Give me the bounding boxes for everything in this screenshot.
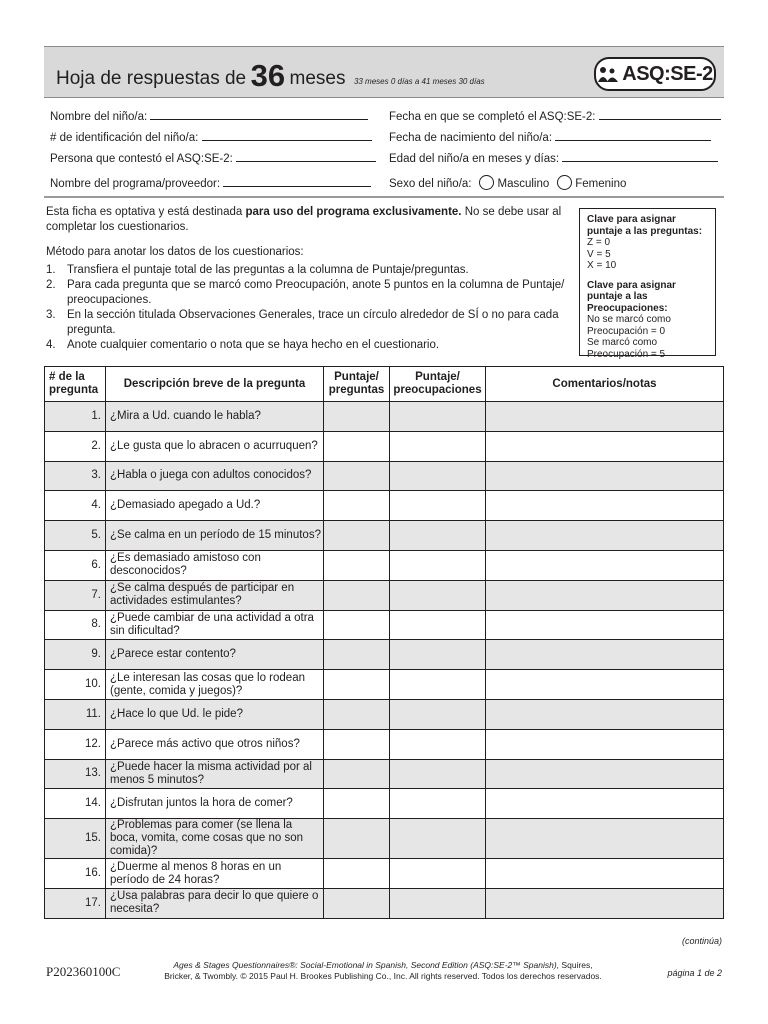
comments-cell[interactable] bbox=[486, 461, 724, 491]
question-description: ¿Parece estar contento? bbox=[106, 640, 324, 670]
step-item: 3. En la sección titulada Observaciones Generales, trace un círculo alrededor de SÍ o no para cada pregunta. bbox=[46, 309, 559, 336]
score-cell[interactable] bbox=[324, 610, 390, 640]
score-cell[interactable] bbox=[324, 670, 390, 700]
comments-cell[interactable] bbox=[486, 819, 724, 859]
male-label: Masculino bbox=[497, 178, 550, 190]
child-id-field[interactable] bbox=[202, 129, 372, 141]
concern-cell[interactable] bbox=[390, 888, 486, 918]
title-prefix: Hoja de respuestas de bbox=[56, 68, 247, 89]
concern-cell[interactable] bbox=[390, 431, 486, 461]
comments-cell[interactable] bbox=[486, 888, 724, 918]
key-line: Se marcó como bbox=[587, 337, 658, 348]
table-row bbox=[45, 729, 724, 759]
comments-cell[interactable] bbox=[486, 640, 724, 670]
table-row bbox=[45, 640, 724, 670]
birth-date-label: Fecha de nacimiento del niño/a: bbox=[389, 132, 553, 144]
score-cell[interactable] bbox=[324, 580, 390, 610]
copyright-line-1: Ages & Stages Questionnaires®: Social-Emotional in Spanish, Second Edition (ASQ:SE-2™ Spanish), bbox=[173, 960, 560, 970]
child-id-label: # de identificación del niño/a: bbox=[50, 132, 199, 144]
question-number: 6. bbox=[45, 550, 106, 580]
page-number: página 1 de 2 bbox=[667, 968, 722, 978]
comments-cell[interactable] bbox=[486, 402, 724, 432]
question-description: ¿Mira a Ud. cuando le habla? bbox=[106, 402, 324, 432]
concern-cell[interactable] bbox=[390, 759, 486, 789]
question-number: 16. bbox=[45, 859, 106, 889]
question-number: 1. bbox=[45, 402, 106, 432]
male-radio[interactable] bbox=[479, 175, 494, 190]
answer-table bbox=[44, 366, 724, 919]
concern-cell[interactable] bbox=[390, 402, 486, 432]
scoring-key-box bbox=[579, 208, 716, 360]
table-row bbox=[45, 461, 724, 491]
table-row bbox=[45, 610, 724, 640]
comments-cell[interactable] bbox=[486, 491, 724, 521]
key-z: Z = 0 bbox=[587, 237, 611, 248]
concern-cell[interactable] bbox=[390, 670, 486, 700]
concern-cell[interactable] bbox=[390, 610, 486, 640]
table-row bbox=[45, 859, 724, 889]
respondent-label: Persona que contestó el ASQ:SE-2: bbox=[50, 153, 233, 165]
question-description: ¿Le gusta que lo abracen o acurruquen? bbox=[106, 431, 324, 461]
table-row bbox=[45, 759, 724, 789]
score-cell[interactable] bbox=[324, 461, 390, 491]
comments-cell[interactable] bbox=[486, 859, 724, 889]
question-number: 7. bbox=[45, 580, 106, 610]
completed-date-field[interactable] bbox=[599, 108, 721, 120]
question-number: 14. bbox=[45, 789, 106, 819]
comments-cell[interactable] bbox=[486, 670, 724, 700]
col-header-comments: Comentarios/notas bbox=[486, 367, 724, 402]
question-description: ¿Le interesan las cosas que lo rodean (gente, comida y juegos)? bbox=[106, 670, 324, 700]
page-title bbox=[56, 56, 485, 92]
table-row bbox=[45, 431, 724, 461]
question-number: 11. bbox=[45, 699, 106, 729]
table-row bbox=[45, 402, 724, 432]
question-description: ¿Es demasiado amistoso con desconocidos? bbox=[106, 550, 324, 580]
question-number: 3. bbox=[45, 461, 106, 491]
key-line: Preocupación = 5 bbox=[587, 348, 666, 360]
score-cell[interactable] bbox=[324, 431, 390, 461]
question-number: 5. bbox=[45, 521, 106, 551]
question-description: ¿Puede hacer la misma actividad por al menos 5 minutos? bbox=[106, 759, 324, 789]
intro-paragraph: Esta ficha es optativa y está destinada para uso del programa exclusivamente. No se debe usar al completar los cuestionarios. bbox=[46, 206, 562, 233]
birth-date-field[interactable] bbox=[555, 129, 711, 141]
score-cell[interactable] bbox=[324, 729, 390, 759]
table-row bbox=[45, 789, 724, 819]
comments-cell[interactable] bbox=[486, 610, 724, 640]
female-radio[interactable] bbox=[557, 175, 572, 190]
concern-cell[interactable] bbox=[390, 699, 486, 729]
title-suffix: meses bbox=[289, 68, 346, 89]
question-description: ¿Puede cambiar de una actividad a otra sin dificultad? bbox=[106, 610, 324, 640]
table-row bbox=[45, 699, 724, 729]
concern-cell[interactable] bbox=[390, 461, 486, 491]
family-icon bbox=[597, 66, 619, 82]
copyright-authors: Squires, bbox=[559, 960, 593, 970]
question-description: ¿Demasiado apegado a Ud.? bbox=[106, 491, 324, 521]
concern-cell[interactable] bbox=[390, 859, 486, 889]
key-v: V = 5 bbox=[587, 248, 611, 260]
question-description: ¿Usa palabras para decir lo que quiere o necesita? bbox=[106, 888, 324, 918]
comments-cell[interactable] bbox=[486, 431, 724, 461]
col-header-score: Puntaje/ preguntas bbox=[324, 367, 390, 402]
respondent-field[interactable] bbox=[236, 150, 376, 162]
age-label: Edad del niño/a en meses y días: bbox=[389, 153, 560, 165]
comments-cell[interactable] bbox=[486, 521, 724, 551]
form-code: P202360100C bbox=[46, 964, 121, 979]
score-cell[interactable] bbox=[324, 521, 390, 551]
question-number: 15. bbox=[45, 819, 106, 859]
score-cell[interactable] bbox=[324, 640, 390, 670]
score-cell[interactable] bbox=[324, 888, 390, 918]
key-x: X = 10 bbox=[587, 260, 617, 271]
key-heading-questions: Clave para asignar puntaje a las preguntas: bbox=[587, 214, 703, 237]
completed-date-label: Fecha en que se completó el ASQ:SE-2: bbox=[389, 111, 596, 123]
female-label: Femenino bbox=[575, 178, 627, 190]
concern-cell[interactable] bbox=[390, 550, 486, 580]
question-number: 17. bbox=[45, 888, 106, 918]
question-number: 12. bbox=[45, 729, 106, 759]
score-cell[interactable] bbox=[324, 550, 390, 580]
step-item: 2. Para cada pregunta que se marcó como Preocupación, anote 5 puntos en la columna de Puntaje/ preocupaciones. bbox=[46, 279, 565, 306]
concern-cell[interactable] bbox=[390, 521, 486, 551]
comments-cell[interactable] bbox=[486, 729, 724, 759]
table-row bbox=[45, 888, 724, 918]
table-body bbox=[45, 402, 724, 919]
question-number: 8. bbox=[45, 610, 106, 640]
score-cell[interactable] bbox=[324, 699, 390, 729]
comments-cell[interactable] bbox=[486, 580, 724, 610]
method-steps bbox=[46, 263, 566, 353]
key-heading-concerns: Clave para asignar puntaje a las Preocupaciones: bbox=[587, 279, 676, 314]
logo-text: ASQ:SE-2 bbox=[622, 62, 713, 85]
question-description: ¿Habla o juega con adultos conocidos? bbox=[106, 461, 324, 491]
score-cell[interactable] bbox=[324, 819, 390, 859]
comments-cell[interactable] bbox=[486, 550, 724, 580]
col-header-number: # de la pregunta bbox=[45, 367, 106, 402]
section-divider bbox=[44, 196, 724, 198]
table-header-row bbox=[45, 367, 724, 402]
table-row bbox=[45, 521, 724, 551]
concern-cell[interactable] bbox=[390, 491, 486, 521]
table-row bbox=[45, 580, 724, 610]
score-cell[interactable] bbox=[324, 859, 390, 889]
score-cell[interactable] bbox=[324, 491, 390, 521]
age-range: 33 meses 0 días a 41 meses 30 días bbox=[353, 77, 485, 86]
col-header-description: Descripción breve de la pregunta bbox=[106, 367, 324, 402]
table-row bbox=[45, 819, 724, 859]
question-number: 13. bbox=[45, 759, 106, 789]
concern-cell[interactable] bbox=[390, 819, 486, 859]
age-field[interactable] bbox=[562, 150, 718, 162]
sex-label: Sexo del niño/a: bbox=[389, 178, 472, 190]
question-number: 9. bbox=[45, 640, 106, 670]
question-description: ¿Parece más activo que otros niños? bbox=[106, 729, 324, 759]
score-cell[interactable] bbox=[324, 789, 390, 819]
step-item: 4. Anote cualquier comentario o nota que se haya hecho en el cuestionario. bbox=[46, 339, 440, 351]
question-description: ¿Disfrutan juntos la hora de comer? bbox=[106, 789, 324, 819]
question-number: 4. bbox=[45, 491, 106, 521]
col-header-concern: Puntaje/ preocupaciones bbox=[390, 367, 486, 402]
question-number: 2. bbox=[45, 431, 106, 461]
question-description: ¿Hace lo que Ud. le pide? bbox=[106, 699, 324, 729]
copyright-line-2: Bricker, & Twombly. © 2015 Paul H. Brookes Publishing Co., Inc. All rights reserved. Todos los derechos reservados. bbox=[164, 971, 602, 981]
method-heading: Método para anotar los datos de los cuestionarios: bbox=[46, 246, 304, 258]
concern-cell[interactable] bbox=[390, 640, 486, 670]
program-field[interactable] bbox=[223, 175, 371, 187]
continued-note: (continúa) bbox=[681, 936, 722, 946]
program-label: Nombre del programa/proveedor: bbox=[50, 178, 221, 190]
question-description: ¿Problemas para comer (se llena la boca, vomita, come cosas que no son comida)? bbox=[106, 819, 324, 859]
concern-cell[interactable] bbox=[390, 789, 486, 819]
child-name-label: Nombre del niño/a: bbox=[50, 111, 148, 123]
comments-cell[interactable] bbox=[486, 759, 724, 789]
key-line: No se marcó como bbox=[587, 314, 671, 325]
step-item: 1. Transfiera el puntaje total de las preguntas a la columna de Puntaje/preguntas. bbox=[46, 264, 469, 276]
copyright bbox=[148, 960, 618, 982]
table-row bbox=[45, 550, 724, 580]
score-cell[interactable] bbox=[324, 759, 390, 789]
asq-logo bbox=[594, 57, 716, 91]
concern-cell[interactable] bbox=[390, 580, 486, 610]
question-description: ¿Duerme al menos 8 horas en un período de 24 horas? bbox=[106, 859, 324, 889]
comments-cell[interactable] bbox=[486, 699, 724, 729]
question-description: ¿Se calma después de participar en actividades estimulantes? bbox=[106, 580, 324, 610]
header-bar bbox=[44, 46, 724, 98]
instructions bbox=[46, 205, 566, 353]
child-name-field[interactable] bbox=[150, 108, 368, 120]
comments-cell[interactable] bbox=[486, 789, 724, 819]
title-age: 36 bbox=[250, 58, 286, 93]
table-row bbox=[45, 491, 724, 521]
question-description: ¿Se calma en un período de 15 minutos? bbox=[106, 521, 324, 551]
concern-cell[interactable] bbox=[390, 729, 486, 759]
table-row bbox=[45, 670, 724, 700]
question-number: 10. bbox=[45, 670, 106, 700]
score-cell[interactable] bbox=[324, 402, 390, 432]
key-line: Preocupación = 0 bbox=[587, 325, 666, 337]
